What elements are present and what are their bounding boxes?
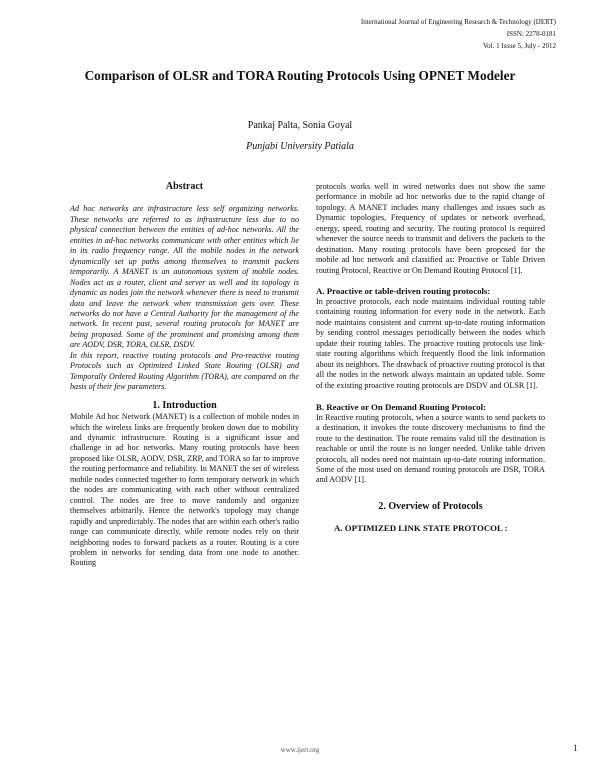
olsr-heading: A. OPTIMIZED LINK STATE PROTOCOL :: [334, 523, 508, 534]
proactive-heading: A. Proactive or table-driven routing protocols:: [316, 286, 491, 297]
issn: ISSN: 2278-0181: [506, 30, 556, 38]
abstract-paragraph-1: Ad hoc networks are infrastructure less self organizing networks. These networks are referred to as infrastructure less due to no physical connection between the entities of ad-hoc networks. All the entities in ad-hoc networks communicate with other entities which lie in its radio frequency range. All the mobile nodes in the network dynamically set up paths among themselves to transmit packets temporarily. A MANET is an autonomous system of mobile nodes. Nodes act as a router, client and server as well and its topology is dynamic as nodes join the network whenever there is need to transmit data and leave the network when transmission gets over. These networks do not have a Central Authority for the management of the network. In recent past, several routing protocols for MANET are being proposed. Some of the prominent and promising among them are AODV, DSR, TORA, OLSR, DSDV.: [70, 204, 299, 350]
paper-authors: Pankaj Palta, Sonia Goyal: [247, 120, 353, 131]
introduction-heading: 1. Introduction: [152, 399, 217, 411]
abstract-paragraph-2: In this report, reactive routing protocols and Pro-reactive routing Protocols such as Optimized Linked State Routing (OLSR) and Temporally Ordered Routing Algorithm (TORA), are compared on the basis of their few parameters.: [70, 350, 299, 392]
right-column: [316, 182, 545, 534]
reactive-paragraph: In Reactive routing protocols, when a source wants to send packets to a destination, it invokes the route discovery mechanisms to find the route to the destination. The route remains valid till the destination is reachable or until the route is no longer needed. Unlike table driven protocols, all nodes need not maintain up-to-date routing information. Some of the most used on demand routing protocols are DSR, TORA and AODV [1].: [316, 412, 545, 485]
volume-issue: Vol. 1 Issue 5, July - 2012: [483, 42, 556, 50]
left-column: [70, 182, 299, 569]
paper-title: Comparison of OLSR and TORA Routing Protocols Using OPNET Modeler: [84, 68, 516, 83]
reactive-heading: B. Reactive or On Demand Routing Protocol:: [316, 401, 486, 412]
page-number: 1: [573, 743, 578, 753]
intro-continued-paragraph: protocols works well in wired networks does not show the same performance in mobile ad hoc networks due to the rapid change of topology. A MANET includes many challenges and issues such as Dynamic topologies, Frequency of updates or network overhead, energy, speed, routing and security. The routing protocol is required whenever the source needs to transmit and delivers the packets to the destination. Many routing protocols have been proposed for the mobile ad hoc network and classified as: Proactive or Table Driven routing Protocol, Reactive or On Demand Routing Protocol [1].: [316, 182, 545, 275]
paper-affiliation: Punjabi University Patiala: [246, 141, 354, 152]
journal-name: International Journal of Engineering Research & Technology (IJERT): [360, 18, 556, 26]
footer-url: www.ijert.org: [280, 746, 320, 754]
abstract-heading: Abstract: [165, 181, 204, 192]
proactive-paragraph: In proactive protocols, each node maintains individual routing table containing routing information for every node in the network. Each node maintains consistent and current up-to-date routing information by sending control messages periodically between the nodes which update their routing tables. The proactive routing protocols use link-state routing algorithms which frequently flood the link information about its neighbors. The drawback of proactive routing protocol is that all the nodes in the network always maintain an updated table. Some of the existing proactive routing protocols are DSDV and OLSR [1].: [316, 296, 545, 390]
introduction-paragraph: Mobile Ad hoc Network (MANET) is a collection of mobile nodes in which the wireless links are frequently broken down due to mobility and dynamic infrastructure. Routing is a significant issue and challenge in ad hoc networks. Many routing protocols have been proposed like OLSR, AODV, DSR, ZRP, and TORA so far to improve the routing performance and reliability. In MANET the set of wireless mobile nodes connected together to form temporary network in which the nodes are communicating with each other without centralized control. The nodes are free to move randomly and organize themselves arbitrarily. Hence the network's topology may change rapidly and unpredictably. The nodes that are within each other's radio range can communicate directly, while remote nodes rely on their neighboring nodes to forward packets as a router. Routing is a core problem in networks for sending data from one node to another. Routing: [70, 412, 299, 568]
overview-heading: 2. Overview of Protocols: [378, 500, 483, 512]
